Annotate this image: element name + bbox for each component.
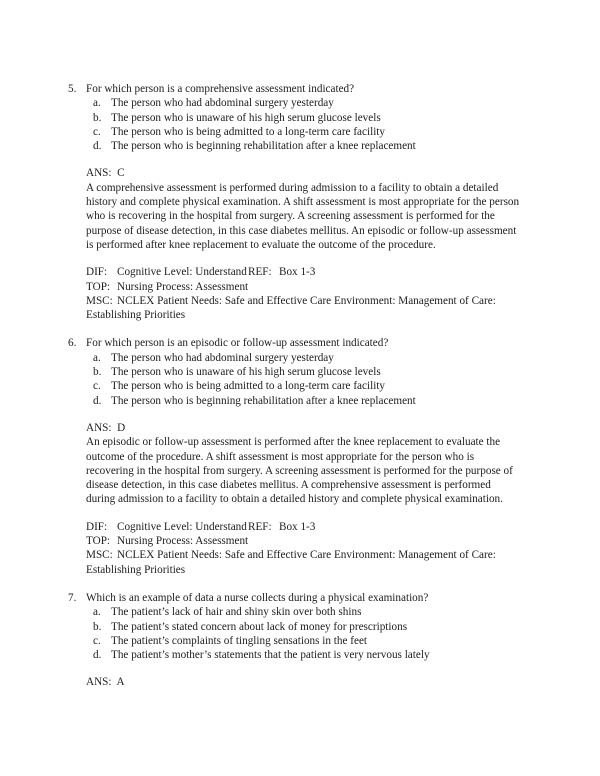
question-prompt-row bbox=[68, 591, 522, 605]
question-prompt: For which person is a comprehensive assessment indicated? bbox=[86, 83, 355, 95]
option-letter: b. bbox=[93, 366, 102, 379]
option-list bbox=[68, 96, 522, 153]
question-number: 6. bbox=[68, 337, 77, 350]
answer-group bbox=[68, 675, 522, 689]
answer-rationale: A comprehensive assessment is performed during admission to a facility to obtain a detailed history and complete physical examination. A shift assessment is most appropriate for the person who is recovering in the hospital from surgery. A screening assessment is performed for the purpose of disease detection, in this case diabetes mellitus. An episodic or follow-up assessment is performed after knee replacement to evaluate the outcome of the procedure. bbox=[86, 181, 520, 251]
option-letter: a. bbox=[93, 606, 101, 619]
question-prompt-row bbox=[68, 82, 522, 96]
option-letter: b. bbox=[93, 620, 102, 633]
option-item[interactable] bbox=[68, 365, 522, 379]
question-prompt: For which person is an episodic or follow-up assessment indicated? bbox=[86, 337, 389, 350]
option-item[interactable] bbox=[68, 394, 522, 408]
option-item[interactable] bbox=[68, 620, 522, 634]
option-text: The person who had abdominal surgery yesterday bbox=[111, 97, 334, 110]
dif-label: DIF: bbox=[86, 266, 108, 279]
question-prompt: Which is an example of data a nurse collects during a physical examination? bbox=[86, 591, 429, 604]
answer-group bbox=[68, 166, 522, 252]
metadata-row-msc bbox=[86, 294, 522, 323]
option-item[interactable] bbox=[68, 351, 522, 365]
option-item[interactable] bbox=[68, 111, 522, 125]
question-number: 7. bbox=[68, 591, 77, 604]
option-letter: b. bbox=[93, 111, 102, 124]
option-text: The person who is being admitted to a long-term care facility bbox=[111, 380, 386, 393]
option-item[interactable] bbox=[68, 605, 522, 619]
ref-label: REF: bbox=[248, 266, 272, 279]
option-list bbox=[68, 351, 522, 408]
option-letter: d. bbox=[93, 394, 102, 407]
option-text: The person who had abdominal surgery yesterday bbox=[111, 351, 334, 364]
answer-label: ANS: A bbox=[86, 676, 125, 689]
option-text: The person who is being admitted to a long-term care facility bbox=[111, 125, 386, 138]
metadata-row-msc bbox=[86, 548, 522, 577]
dif-label: DIF: bbox=[86, 520, 108, 533]
dif-value: Cognitive Level: Understand bbox=[117, 520, 247, 533]
option-text: The person who is beginning rehabilitation after a knee replacement bbox=[111, 394, 416, 407]
dif-value: Cognitive Level: Understand bbox=[117, 266, 247, 279]
option-text: The person who is unaware of his high serum glucose levels bbox=[111, 111, 381, 124]
ref-label: REF: bbox=[248, 520, 272, 533]
metadata-row-dif-ref bbox=[86, 265, 522, 279]
answer-label: ANS: D bbox=[86, 421, 126, 434]
answer-label: ANS: C bbox=[86, 167, 125, 180]
question-block-6 bbox=[68, 336, 522, 576]
question-prompt-row bbox=[68, 336, 522, 350]
answer-group bbox=[68, 421, 522, 507]
option-letter: c. bbox=[93, 634, 101, 647]
metadata-row-top bbox=[86, 534, 522, 548]
question-number: 5. bbox=[68, 83, 77, 95]
answer-rationale: An episodic or follow-up assessment is performed after the knee replacement to evaluate the outcome of the procedure. A shift assessment is most appropriate for the person who is recovering in the hospital from surgery. A screening assessment is performed for the purpose of disease detection, in this case diabetes mellitus. A comprehensive assessment is performed during admission to a facility to obtain a detailed history and complete physical examination. bbox=[86, 436, 513, 506]
option-text: The patient’s stated concern about lack of money for prescriptions bbox=[111, 620, 408, 633]
option-list bbox=[68, 605, 522, 662]
question-metadata bbox=[68, 265, 522, 322]
metadata-row-dif-ref bbox=[86, 520, 522, 534]
question-block-7 bbox=[68, 591, 522, 690]
top-value: Nursing Process: Assessment bbox=[117, 280, 249, 293]
option-text: The patient’s mother’s statements that the patient is very nervous lately bbox=[111, 649, 430, 662]
option-letter: c. bbox=[93, 380, 101, 393]
option-letter: d. bbox=[93, 649, 102, 662]
option-text: The person who is beginning rehabilitation after a knee replacement bbox=[111, 140, 416, 153]
option-item[interactable] bbox=[68, 125, 522, 139]
option-item[interactable] bbox=[68, 139, 522, 153]
msc-value: NCLEX Patient Needs: Safe and Effective Care Environment: Management of Care: Establishing Priorities bbox=[86, 294, 496, 322]
ref-value: Box 1-3 bbox=[279, 520, 316, 533]
top-value: Nursing Process: Assessment bbox=[117, 535, 249, 548]
msc-label: MSC: bbox=[86, 294, 113, 307]
question-metadata bbox=[68, 520, 522, 577]
top-label: TOP: bbox=[86, 535, 111, 548]
ref-value: Box 1-3 bbox=[279, 266, 316, 279]
option-item[interactable] bbox=[68, 96, 522, 110]
option-text: The patient’s lack of hair and shiny skin over both shins bbox=[111, 606, 362, 619]
metadata-row-top bbox=[86, 280, 522, 294]
msc-value: NCLEX Patient Needs: Safe and Effective Care Environment: Management of Care: Establishing Priorities bbox=[86, 549, 496, 576]
top-label: TOP: bbox=[86, 280, 111, 293]
msc-label: MSC: bbox=[86, 549, 113, 562]
option-letter: d. bbox=[93, 140, 102, 153]
option-item[interactable] bbox=[68, 379, 522, 393]
option-letter: a. bbox=[93, 351, 101, 364]
option-letter: a. bbox=[93, 97, 101, 110]
option-text: The patient’s complaints of tingling sensations in the feet bbox=[111, 634, 368, 647]
option-letter: c. bbox=[93, 125, 101, 138]
question-block-5 bbox=[68, 82, 522, 322]
option-text: The person who is unaware of his high serum glucose levels bbox=[111, 366, 381, 379]
option-item[interactable] bbox=[68, 648, 522, 662]
option-item[interactable] bbox=[68, 634, 522, 648]
